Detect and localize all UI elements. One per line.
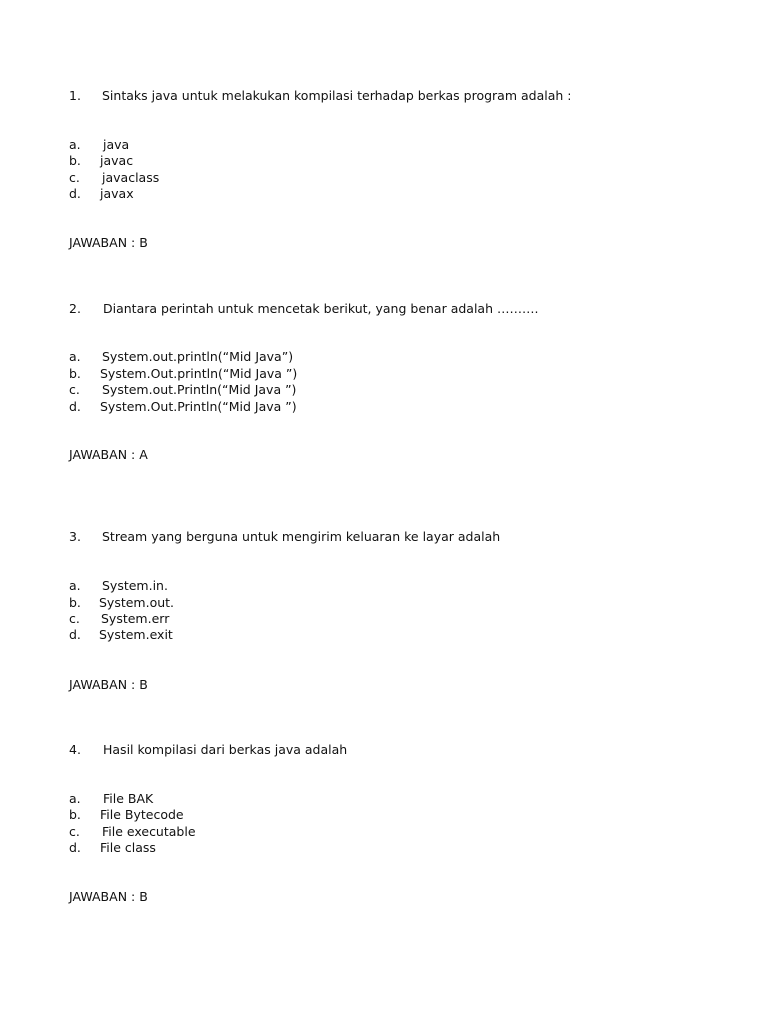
question-stem: Diantara perintah untuk mencetak berikut, yang benar adalah ………. <box>103 301 539 316</box>
option-letter: a. <box>69 349 81 364</box>
option-letter: a. <box>69 791 81 806</box>
option-letter: b. <box>69 153 81 168</box>
option-text: System.exit <box>99 627 173 642</box>
option-letter: d. <box>69 186 81 201</box>
option-letter: a. <box>69 137 81 152</box>
option-letter: b. <box>69 366 81 381</box>
option-text: File Bytecode <box>100 807 184 822</box>
question-number: 3. <box>69 529 81 544</box>
option-letter: a. <box>69 578 81 593</box>
option-letter: c. <box>69 170 80 185</box>
option-letter: d. <box>69 627 81 642</box>
option-letter: d. <box>69 840 81 855</box>
option-text: File class <box>100 840 156 855</box>
option-letter: c. <box>69 611 80 626</box>
option-text: System.Out.Println(“Mid Java ”) <box>100 399 297 414</box>
answer-key: JAWABAN : B <box>69 677 148 692</box>
question-stem: Sintaks java untuk melakukan kompilasi terhadap berkas program adalah : <box>102 88 572 103</box>
answer-key: JAWABAN : B <box>69 235 148 250</box>
option-text: System.Out.println(“Mid Java ”) <box>100 366 298 381</box>
option-letter: c. <box>69 824 80 839</box>
option-text: File BAK <box>103 791 154 806</box>
question-stem: Hasil kompilasi dari berkas java adalah <box>103 742 348 757</box>
option-text: java <box>103 137 130 152</box>
option-text: javac <box>100 153 134 168</box>
question-number: 1. <box>69 88 81 103</box>
option-text: javaclass <box>102 170 160 185</box>
option-text: System.out.Println(“Mid Java ”) <box>102 382 297 397</box>
option-text: System.out. <box>99 595 175 610</box>
answer-key: JAWABAN : B <box>69 889 148 904</box>
option-text: System.err <box>101 611 170 626</box>
question-stem: Stream yang berguna untuk mengirim keluaran ke layar adalah <box>102 529 501 544</box>
option-letter: b. <box>69 807 81 822</box>
option-letter: b. <box>69 595 81 610</box>
option-text: System.out.println(“Mid Java”) <box>102 349 294 364</box>
option-letter: c. <box>69 382 80 397</box>
option-text: javax <box>100 186 134 201</box>
option-text: File executable <box>102 824 196 839</box>
answer-key: JAWABAN : A <box>69 447 148 462</box>
option-text: System.in. <box>102 578 168 593</box>
question-number: 4. <box>69 742 81 757</box>
option-letter: d. <box>69 399 81 414</box>
question-number: 2. <box>69 301 81 316</box>
